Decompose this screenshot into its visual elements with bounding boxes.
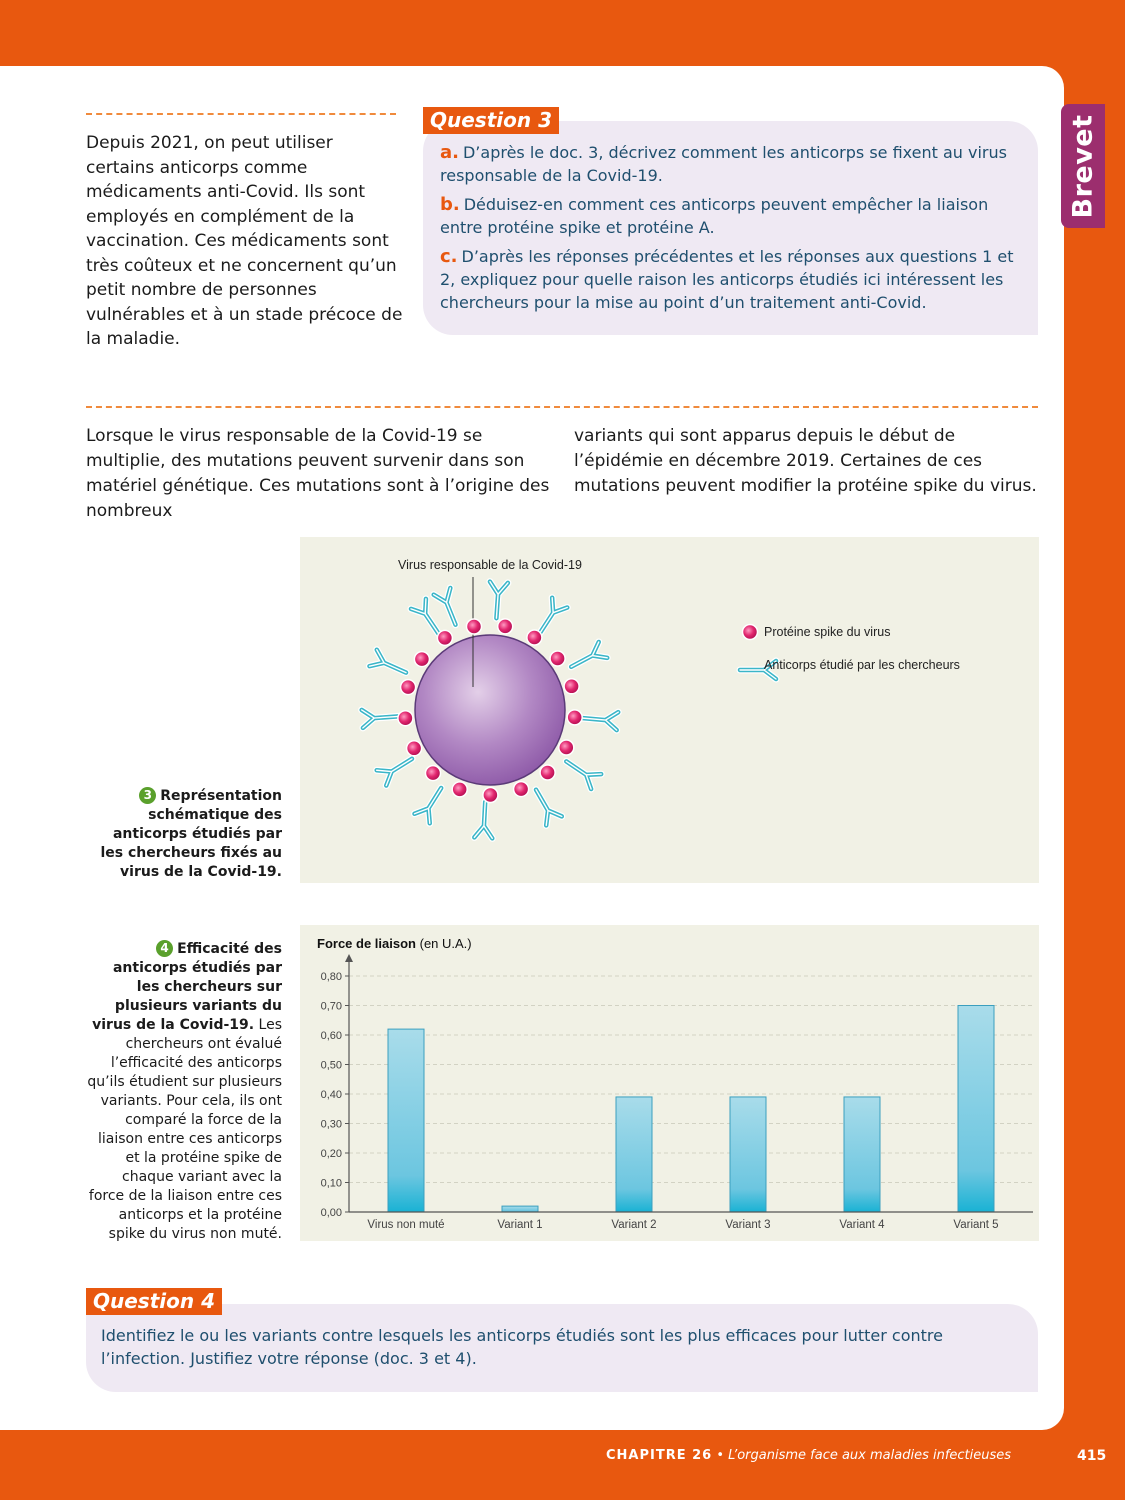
spike-protein	[564, 679, 579, 694]
antibody	[528, 785, 562, 825]
antibody	[434, 588, 464, 628]
body-column-2: variants qui sont apparus depuis le début de l’épidémie en décembre 2019. Certaines de ces mutations peuvent modifier la protéine spike du virus.	[574, 426, 1037, 496]
doc4-caption-rest: Les chercheurs ont évalué l’efficacité des anticorps qu’ils étudient sur plusieurs variants. Pour cela, ils ont comparé la force de la liaison entre ces anticorps et la protéine spike de chaque variant avec la force de la liaison entre ces anticorps et la protéine spike du virus non muté.	[87, 1017, 282, 1242]
doc3-diagram-panel	[300, 537, 1039, 883]
intro-paragraph: Depuis 2021, on peut utiliser certains anticorps comme médicaments anti-Covid. Ils sont employés en complément de la vaccination. Ces médicaments sont très coûteux et ne concernent qu’un petit nombre de personnes vulnérables et à un stade précoce de la maladie.	[86, 133, 403, 349]
virus-diagram	[300, 537, 1039, 883]
bar-variant-3	[730, 1097, 766, 1212]
y-tick-label: 0,40	[320, 1089, 342, 1101]
legend-antibody-label: Anticorps étudié par les chercheurs	[764, 658, 960, 672]
footer-separator: •	[712, 1448, 729, 1463]
legend-spike-icon	[743, 625, 758, 640]
question4-tag: Question 4	[86, 1288, 222, 1315]
doc3-caption	[86, 787, 282, 882]
y-tick-label: 0,50	[320, 1059, 342, 1072]
chart-title	[317, 936, 472, 951]
chart-title-main: Force de liaison	[317, 936, 416, 951]
doc4-number-badge: 4	[156, 940, 173, 957]
footer-title: L’organisme face aux maladies infectieuses	[728, 1448, 1012, 1463]
item-text: Déduisez-en comment ces anticorps peuvent empêcher la liaison entre protéine spike et protéine A.	[440, 195, 989, 237]
question3-item-b	[440, 193, 1018, 239]
item-text: D’après le doc. 3, décrivez comment les anticorps se fixent au virus responsable de la Covid-19.	[440, 143, 1007, 185]
y-tick-label: 0,70	[320, 1000, 342, 1013]
doc4-caption-bold: Efficacité des anticorps étudiés par les chercheurs sur plusieurs variants du virus de la Covid-19.	[92, 941, 282, 1033]
spike-protein	[401, 680, 416, 695]
item-letter: a.	[440, 142, 459, 163]
doc4-chart-panel	[300, 925, 1039, 1241]
intro-divider	[86, 113, 396, 115]
y-tick-label: 0,10	[320, 1177, 342, 1190]
y-tick-label: 0,60	[320, 1030, 342, 1042]
x-tick-label: Variant 1	[497, 1219, 543, 1231]
page-number: 415	[1077, 1448, 1107, 1464]
antibody	[369, 650, 409, 681]
x-tick-label: Variant 3	[725, 1219, 771, 1231]
spike-protein	[483, 788, 498, 803]
binding-force-chart	[300, 925, 1039, 1241]
spike-protein	[567, 710, 582, 725]
spike-protein	[426, 766, 441, 781]
y-axis-arrow-icon	[345, 954, 353, 962]
spike-protein	[498, 619, 513, 634]
x-tick-label: Virus non muté	[367, 1219, 445, 1231]
spike-protein	[514, 782, 529, 797]
x-tick-label: Variant 4	[839, 1219, 885, 1231]
question3-box	[423, 121, 1038, 335]
y-tick-label: 0,00	[320, 1207, 342, 1219]
bar-variant-4	[844, 1097, 880, 1212]
spike-protein	[452, 782, 467, 797]
antibody	[581, 709, 618, 730]
spike-protein	[398, 711, 413, 726]
y-tick-label: 0,80	[320, 971, 342, 983]
y-tick-label: 0,30	[320, 1118, 342, 1131]
spike-protein	[527, 630, 542, 645]
spike-protein	[414, 652, 429, 667]
doc3-caption-text: Représentation schématique des anticorps étudiés par les chercheurs fixés au virus de la Covid-19.	[100, 788, 282, 880]
antibody	[377, 751, 417, 785]
y-tick-label: 0,20	[320, 1148, 342, 1160]
chart-title-unit: (en U.A.)	[419, 936, 472, 951]
legend-spike-label: Protéine spike du virus	[764, 625, 891, 639]
question4-text: Identifiez le ou les variants contre lesquels les anticorps étudiés sont les plus efficaces pour lutter contre l’infection. Justifiez votre réponse (doc. 3 et 4).	[101, 1326, 943, 1368]
antibody	[561, 754, 601, 789]
x-tick-label: Variant 5	[953, 1219, 999, 1231]
antibody	[362, 707, 399, 727]
antibody	[414, 783, 448, 823]
bar-virus-non-muté	[388, 1029, 424, 1212]
question3-item-c	[440, 245, 1018, 314]
spike-protein	[437, 630, 452, 645]
brevet-tab-label: Brevet	[1067, 113, 1099, 219]
doc3-number-badge: 3	[139, 787, 156, 804]
spike-protein	[467, 619, 482, 634]
brevet-tab	[1061, 104, 1105, 228]
virus-particle	[415, 635, 565, 785]
question3-item-a	[440, 141, 1018, 187]
x-tick-label: Variant 2	[611, 1219, 657, 1231]
bar-variant-2	[616, 1097, 652, 1212]
footer-chapter: CHAPITRE 26	[606, 1448, 713, 1463]
item-letter: c.	[440, 246, 458, 267]
body-columns	[86, 424, 1038, 524]
spike-protein	[559, 740, 574, 755]
bar-variant-5	[958, 1006, 994, 1213]
spike-protein	[407, 741, 422, 756]
spike-protein	[550, 651, 565, 666]
antibody	[567, 642, 607, 675]
item-text: D’après les réponses précédentes et les réponses aux questions 1 et 2, expliquez pour quelle raison les anticorps étudiés ici intéressent les chercheurs pour la mise au point d’un traitement anti-Covid.	[440, 247, 1014, 312]
doc4-caption	[86, 940, 282, 1244]
footer	[606, 1448, 1011, 1463]
question4-box	[86, 1304, 1038, 1392]
spike-protein	[540, 765, 555, 780]
section-divider	[86, 406, 1038, 408]
antibody	[474, 801, 494, 838]
item-letter: b.	[440, 194, 460, 215]
bar-variant-1	[502, 1206, 538, 1212]
body-column-1: Lorsque le virus responsable de la Covid-19 se multiplie, des mutations peuvent survenir dans son matériel génétique. Ces mutations sont à l’origine des nombreux	[86, 426, 550, 521]
virus-label: Virus responsable de la Covid-19	[398, 558, 582, 572]
antibody	[487, 582, 507, 619]
question3-tag: Question 3	[423, 107, 559, 134]
